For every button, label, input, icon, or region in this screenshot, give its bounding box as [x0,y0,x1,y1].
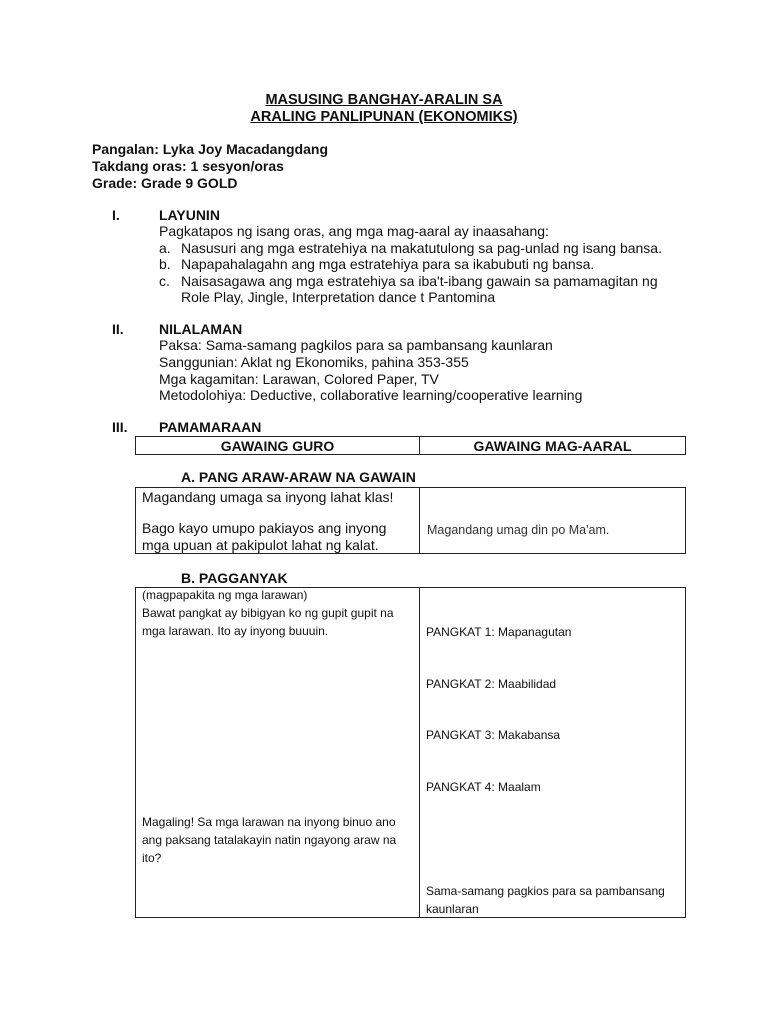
section-2-title: NILALAMAN [159,321,243,337]
group-name: PANGKAT 2: Maabilidad [426,677,557,691]
teacher-line: Bago kayo umupo pakiayos ang inyong [142,520,387,536]
part-b-title: B. PAGGANYAK [181,570,288,586]
grade-level: Grade: Grade 9 GOLD [92,175,238,191]
content-materials: Mga kagamitan: Larawan, Colored Paper, TV [159,371,439,387]
time-allotment: Takdang oras: 1 sesyon/oras [92,158,284,174]
content-methodology: Metodolohiya: Deductive, collaborative learning/cooperative learning [159,387,583,403]
objective-letter: a. [159,240,171,256]
section-1-number: I. [112,207,120,223]
content-topic: Paksa: Sama-samang pagkilos para sa pambansang kaunlaran [159,337,553,353]
section-3-title: PAMAMARAAN [159,419,262,435]
page-title: MASUSING BANGHAY-ARALIN SA [265,92,503,108]
section-2-number: II. [112,321,124,337]
objective-item [159,256,679,273]
teacher-question: ito? [142,851,162,865]
page-subtitle: ARALING PANLIPUNAN (EKONOMIKS) [250,109,518,125]
part-b-table [135,587,686,918]
objective-letter: c. [159,273,170,289]
teacher-line: mga upuan at pakipulot lahat ng kalat. [142,537,379,553]
column-divider [419,588,420,917]
teacher-line: Magandang umaga sa inyong lahat klas! [142,489,394,505]
procedure-header-table [135,436,686,455]
objective-text: Napapahalagahn ang mga estratehiya para sa ikabubuti ng bansa. [181,256,595,272]
content-reference: Sanggunian: Aklat ng Ekonomiks, pahina 353-355 [159,354,469,370]
objective-letter: b. [159,256,171,272]
objective-text-cont: Role Play, Jingle, Interpretation dance t Pantomina [181,289,496,305]
column-divider [419,488,420,553]
objective-item [159,273,679,307]
group-name: PANGKAT 4: Maalam [426,780,541,794]
objective-item [159,240,679,257]
teacher-name: Pangalan: Lyka Joy Macadangdang [92,141,328,157]
student-answer: Sama-samang pagkios para sa pambansang [426,884,665,898]
objectives-intro: Pagkatapos ng isang oras, ang mga mag-aaral ay inaasahang: [159,223,549,239]
group-name: PANGKAT 3: Makabansa [426,728,561,742]
objective-text: Nasusuri ang mga estratehiya na makatutulong sa pag-unlad ng isang bansa. [181,240,662,256]
column-header-student: GAWAING MAG-AARAL [473,437,632,454]
teacher-instruction: (magpapakita ng mga larawan) [142,588,308,602]
section-3-number: III. [112,419,128,435]
student-answer: kaunlaran [426,902,479,916]
group-name: PANGKAT 1: Mapanagutan [426,625,572,639]
section-1-title: LAYUNIN [159,207,220,223]
student-response: Magandang umag din po Ma'am. [427,523,610,537]
objective-text: Naisasagawa ang mga estratehiya sa iba't-ibang gawain sa pamamagitan ng [181,273,658,289]
teacher-instruction: Bawat pangkat ay bibigyan ko ng gupit gupit na [142,606,394,620]
part-a-table [135,487,686,554]
part-a-title: A. PANG ARAW-ARAW NA GAWAIN [181,469,416,485]
column-header-teacher: GAWAING GURO [220,437,335,454]
teacher-question: ang paksang tatalakayin natin ngayong araw na [142,833,397,847]
teacher-question: Magaling! Sa mga larawan na inyong binuo ano [142,815,396,829]
teacher-instruction: mga larawan. Ito ay inyong buuuin. [142,624,329,638]
